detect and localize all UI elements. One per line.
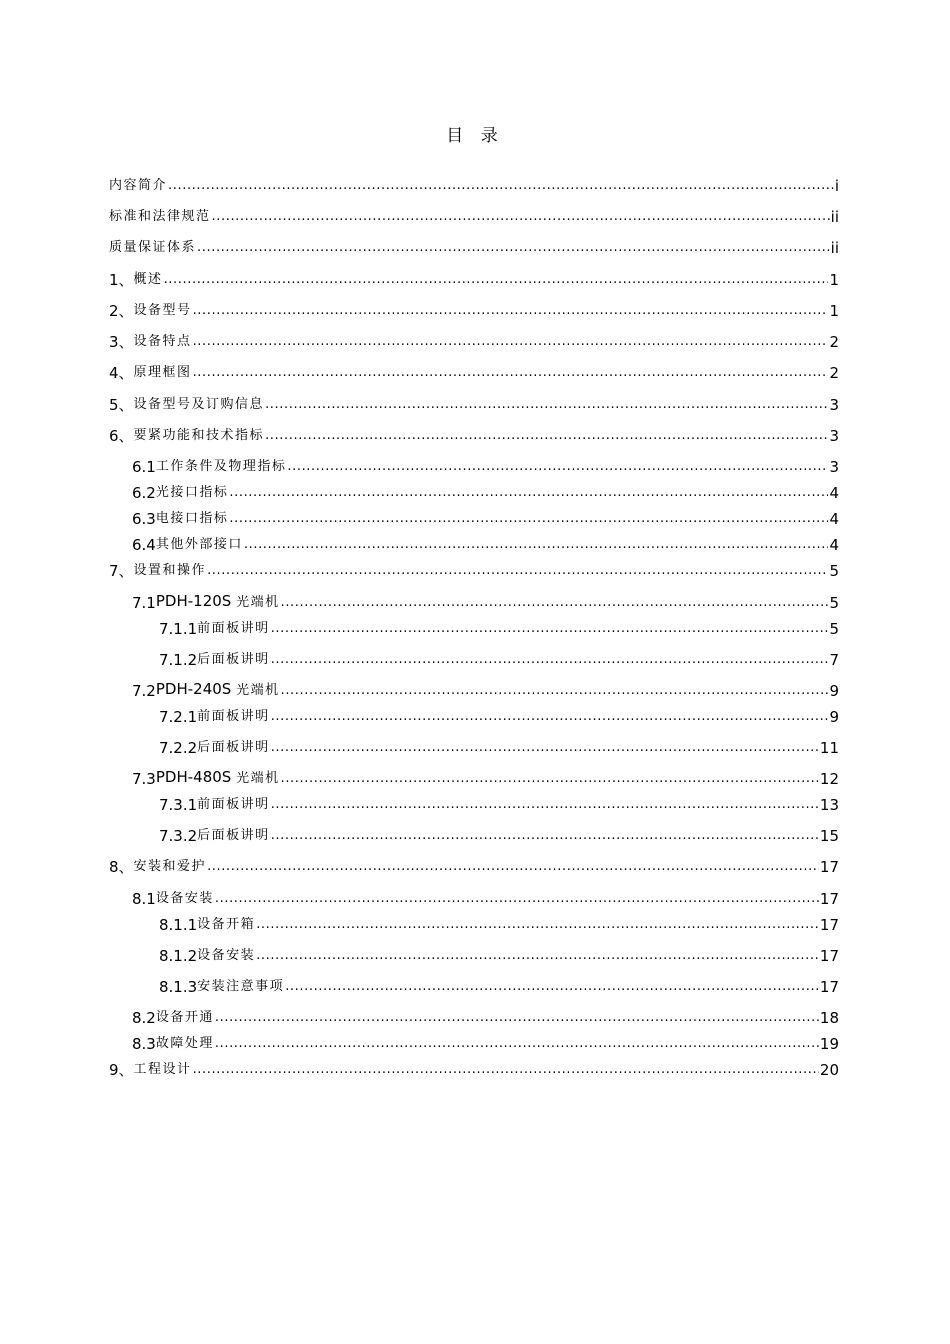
toc-entry-title: 工作条件及物理指标: [155, 459, 287, 474]
toc-entry-page: 17: [819, 916, 839, 934]
toc-entry-title: 设备开箱: [197, 917, 256, 932]
toc-entry-page: 17: [819, 947, 839, 965]
toc-entry-number: 1、: [109, 271, 134, 289]
toc-entry-page: 9: [829, 682, 839, 700]
toc-entry-number: 8.2: [132, 1009, 156, 1027]
toc-entry-title: 故障处理: [155, 1036, 214, 1051]
toc-entry-number: 7.1.2: [159, 651, 198, 669]
toc-leader-dots: [193, 301, 829, 321]
toc-entry[interactable]: [132, 453, 839, 477]
toc-entry-number: 7.2.2: [159, 739, 198, 757]
toc-entry-title: 设备型号: [133, 303, 192, 318]
toc-entry-title: 安装和爱护: [133, 859, 207, 874]
toc-entry-page: 13: [819, 796, 839, 814]
toc-leader-dots: [168, 176, 834, 196]
toc-entry-number: 6.3: [132, 510, 156, 528]
toc-leader-dots: [193, 332, 829, 352]
toc-entry-number: 2、: [109, 302, 134, 320]
toc-entry[interactable]: [132, 765, 839, 789]
toc-leader-dots: [215, 1008, 819, 1028]
toc-entry-number: 8.3: [132, 1035, 156, 1053]
toc-leader-dots: [271, 707, 829, 727]
toc-entry-page: ii: [830, 208, 839, 226]
toc-entry-title: 设备特点: [133, 334, 192, 349]
toc-leader-dots: [193, 1060, 819, 1080]
toc-leader-dots: [229, 509, 828, 529]
toc-entry[interactable]: [132, 1030, 839, 1054]
toc-entry-number: 8.1.3: [159, 978, 198, 996]
toc-entry[interactable]: [109, 172, 839, 196]
toc-entry[interactable]: [109, 391, 839, 415]
toc-leader-dots: [207, 561, 828, 581]
toc-entry-page: 3: [829, 427, 839, 445]
toc-entry-number: 7.3.1: [159, 796, 198, 814]
toc-leader-dots: [265, 426, 828, 446]
toc-entry-page: 2: [829, 333, 839, 351]
toc-entry-page: 4: [829, 510, 839, 528]
toc-entry-title: 前面板讲明: [197, 797, 270, 812]
toc-entry-number: 7.2.1: [159, 708, 198, 726]
toc-entry-page: 18: [819, 1009, 839, 1027]
toc-entry-title: PDH-480S 光端机: [155, 768, 280, 786]
toc-entry-number: 9、: [109, 1061, 134, 1079]
toc-entry[interactable]: [159, 973, 839, 997]
toc-entry-title: PDH-120S 光端机: [155, 592, 280, 610]
toc-entry-title: 安装注意事项: [197, 979, 285, 994]
toc-entry[interactable]: [132, 479, 839, 503]
toc-entry[interactable]: [159, 734, 839, 758]
toc-entry-title: 其他外部接口: [155, 537, 243, 552]
toc-entry-number: 7.1.1: [159, 620, 198, 638]
toc-entry[interactable]: [159, 822, 839, 846]
toc-leader-dots: [256, 915, 819, 935]
toc-leader-dots: [271, 795, 819, 815]
toc-entry[interactable]: [132, 885, 839, 909]
toc-leader-dots: [271, 650, 829, 670]
toc-entry[interactable]: [159, 942, 839, 966]
toc-entry-title: 后面板讲明: [197, 652, 270, 667]
toc-entry[interactable]: [109, 1056, 839, 1080]
toc-entry-title: 后面板讲明: [197, 740, 270, 755]
toc-entry-page: 5: [829, 594, 839, 612]
toc-entry-number: 6、: [109, 427, 134, 445]
toc-entry-number: 8、: [109, 858, 134, 876]
toc-entry[interactable]: [132, 589, 839, 613]
toc-entry-title: 电接口指标: [155, 511, 229, 526]
toc-entry-title: 设备安装: [155, 891, 214, 906]
toc-entry-title: 要紧功能和技术指标: [133, 428, 265, 443]
toc-leader-dots: [256, 946, 819, 966]
toc-leader-dots: [281, 769, 819, 789]
toc-entry-page: ii: [830, 239, 839, 257]
toc-leader-dots: [285, 977, 819, 997]
toc-leader-dots: [215, 889, 819, 909]
toc-entry-number: 4、: [109, 364, 134, 382]
toc-entry-number: 6.4: [132, 536, 156, 554]
toc-entry-page: 15: [819, 827, 839, 845]
toc-entry[interactable]: [159, 646, 839, 670]
toc-leader-dots: [215, 1034, 819, 1054]
toc-entry-title: 设备型号及订购信息: [133, 397, 265, 412]
toc-entry-title: 概述: [133, 272, 163, 287]
toc-entry[interactable]: [109, 853, 839, 877]
toc-entry-page: 5: [829, 562, 839, 580]
toc-entry[interactable]: [159, 911, 839, 935]
toc-leader-dots: [271, 619, 829, 639]
toc-entry-number: 6.2: [132, 484, 156, 502]
toc-entry-number: 7.2: [132, 682, 156, 700]
toc-leader-dots: [271, 826, 819, 846]
toc-entry-page: 7: [829, 651, 839, 669]
toc-leader-dots: [281, 681, 829, 701]
toc-entry-page: 4: [829, 536, 839, 554]
toc-leader-dots: [212, 207, 830, 227]
toc-leader-dots: [193, 363, 829, 383]
toc-entry-title: PDH-240S 光端机: [155, 680, 280, 698]
toc-entry-number: 7、: [109, 562, 134, 580]
toc-leader-dots: [229, 483, 828, 503]
toc-entry-number: 6.1: [132, 458, 156, 476]
toc-entry-title: 工程设计: [133, 1062, 192, 1077]
toc-entry[interactable]: [159, 615, 839, 639]
toc-entry-number: 7.1: [132, 594, 156, 612]
toc-entry[interactable]: [109, 557, 839, 581]
toc-leader-dots: [197, 238, 830, 258]
toc-entry[interactable]: [109, 234, 839, 258]
toc-entry-title: 内容简介: [109, 178, 168, 193]
toc-entry-title: 前面板讲明: [197, 709, 270, 724]
toc-leader-dots: [281, 593, 829, 613]
toc-entry-title: 光接口指标: [155, 485, 229, 500]
toc-entry-title: 后面板讲明: [197, 828, 270, 843]
toc-entry-number: 5、: [109, 396, 134, 414]
toc-entry-page: 3: [829, 458, 839, 476]
toc-entry-page: 12: [819, 770, 839, 788]
toc-entry-title: 设备开通: [155, 1010, 214, 1025]
toc-entry-page: 9: [829, 708, 839, 726]
toc-entry-page: 5: [829, 620, 839, 638]
toc-entry[interactable]: [132, 677, 839, 701]
toc-entry-page: 17: [819, 890, 839, 908]
toc-leader-dots: [271, 738, 819, 758]
toc-entry-page: i: [834, 177, 839, 195]
toc-entry-page: 17: [819, 858, 839, 876]
toc-entry[interactable]: [132, 505, 839, 529]
toc-entry-page: 2: [829, 364, 839, 382]
toc-entry[interactable]: [132, 531, 839, 555]
toc-entry[interactable]: [109, 328, 839, 352]
toc-entry[interactable]: [109, 297, 839, 321]
toc-entry-page: 19: [819, 1035, 839, 1053]
toc-entry-page: 17: [819, 978, 839, 996]
toc-entry-title: 原理框图: [133, 365, 192, 380]
toc-entry-title: 设备安装: [197, 948, 256, 963]
toc-entry-page: 3: [829, 396, 839, 414]
toc-entry-page: 1: [829, 271, 839, 289]
toc-entry-number: 8.1.1: [159, 916, 198, 934]
toc-entry[interactable]: [109, 203, 839, 227]
toc-entry[interactable]: [132, 1004, 839, 1028]
toc-entry[interactable]: [159, 791, 839, 815]
toc-leader-dots: [265, 395, 828, 415]
toc-entry-page: 1: [829, 302, 839, 320]
toc-entry[interactable]: [159, 703, 839, 727]
toc-entry[interactable]: [109, 359, 839, 383]
toc-entry-number: 7.3.2: [159, 827, 198, 845]
toc-entry-number: 8.1.2: [159, 947, 198, 965]
toc-leader-dots: [287, 457, 828, 477]
toc-entry-number: 7.3: [132, 770, 156, 788]
toc-entry-title: 前面板讲明: [197, 621, 270, 636]
toc-leader-dots: [164, 270, 829, 290]
toc-entry[interactable]: [109, 422, 839, 446]
toc-entry-number: 3、: [109, 333, 134, 351]
toc-leader-dots: [207, 857, 819, 877]
toc-entry[interactable]: [109, 266, 839, 290]
toc-title: 目 录: [446, 126, 504, 146]
toc-list: [109, 0, 839, 1344]
toc-entry-title: 质量保证体系: [109, 240, 197, 255]
toc-entry-page: 4: [829, 484, 839, 502]
toc-entry-page: 11: [819, 739, 839, 757]
toc-entry-page: 20: [819, 1061, 839, 1079]
toc-entry-number: 8.1: [132, 890, 156, 908]
toc-leader-dots: [244, 535, 829, 555]
toc-entry-title: 设置和操作: [133, 563, 207, 578]
toc-entry-title: 标准和法律规范: [109, 209, 211, 224]
